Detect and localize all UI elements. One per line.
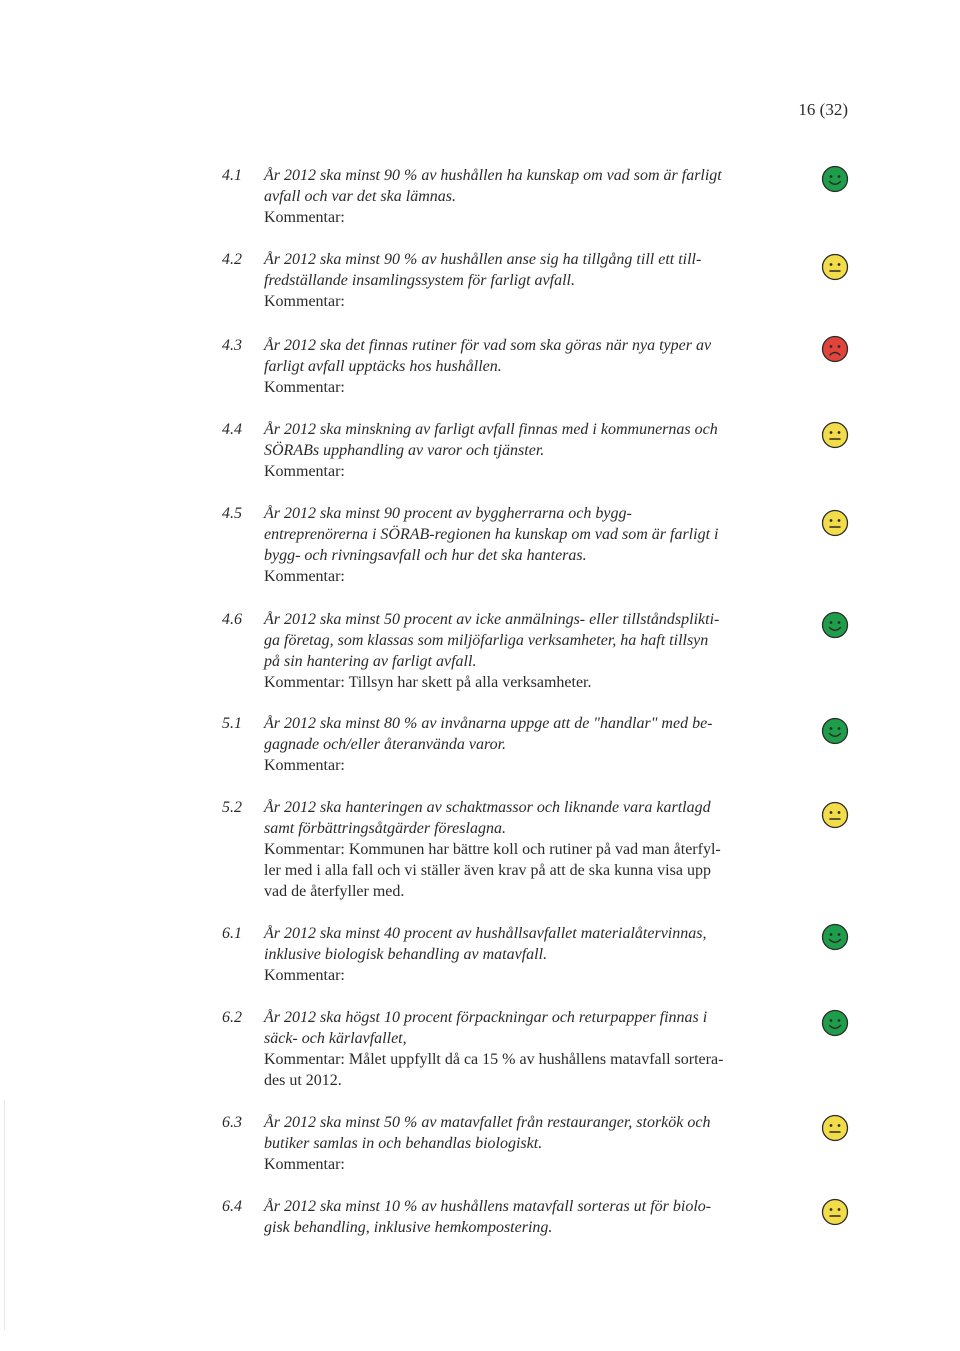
goal-text-line: på sin hantering av farligt avfall. bbox=[264, 653, 477, 670]
goal-body bbox=[264, 1112, 809, 1175]
goal-body bbox=[264, 923, 809, 986]
goal-body bbox=[264, 797, 809, 902]
goal-text-line: säck- och kärlavfallet, bbox=[264, 1030, 407, 1047]
goal-body bbox=[264, 335, 809, 398]
goal-body bbox=[264, 165, 809, 228]
happy-face-icon bbox=[821, 1009, 849, 1037]
goal-text-line: farligt avfall upptäcks hos hushållen. bbox=[264, 358, 502, 375]
goal-number: 4.1 bbox=[222, 167, 242, 184]
goal-number: 6.3 bbox=[222, 1114, 242, 1131]
goal-body bbox=[264, 249, 809, 312]
goal-body bbox=[264, 713, 809, 776]
sad-face-icon bbox=[821, 335, 849, 363]
goal-number: 6.1 bbox=[222, 925, 242, 942]
goal-comment-line: ler med i alla fall och vi ställer även krav på att de ska kunna visa upp bbox=[264, 862, 711, 879]
goal-comment: Kommentar: bbox=[264, 967, 345, 984]
goal-comment: Kommentar: bbox=[264, 379, 345, 396]
goal-text-line: gisk behandling, inklusive hemkompostering. bbox=[264, 1219, 553, 1236]
happy-face-icon bbox=[821, 165, 849, 193]
goal-comment: Kommentar: bbox=[264, 463, 345, 480]
goal-text-line: År 2012 ska minst 50 procent av icke anmälnings- eller tillståndsplikti- bbox=[264, 611, 720, 628]
goal-text-line: avfall och var det ska lämnas. bbox=[264, 188, 456, 205]
goal-text-line: gagnade och/eller återanvända varor. bbox=[264, 736, 507, 753]
goal-text-line: År 2012 ska minst 90 % av hushållen ha kunskap om vad som är farligt bbox=[264, 167, 722, 184]
goal-number: 5.2 bbox=[222, 799, 242, 816]
goal-number: 4.5 bbox=[222, 505, 242, 522]
goal-comment-line: des ut 2012. bbox=[264, 1072, 342, 1089]
goal-text-line: ga företag, som klassas som miljöfarliga verksamheter, ha haft tillsyn bbox=[264, 632, 709, 649]
goal-text-line: År 2012 ska minst 10 % av hushållens matavfall sorteras ut för biolo- bbox=[264, 1198, 712, 1215]
neutral-face-icon bbox=[821, 801, 849, 829]
goal-number: 4.4 bbox=[222, 421, 242, 438]
goal-text-line: År 2012 ska minst 80 % av invånarna uppge att de "handlar" med be- bbox=[264, 715, 713, 732]
goal-text-line: SÖRABs upphandling av varor och tjänster. bbox=[264, 442, 545, 459]
goal-text-line: År 2012 ska minst 90 procent av byggherrarna och bygg- bbox=[264, 505, 632, 522]
goal-comment-line: vad de återfyller med. bbox=[264, 883, 405, 900]
goal-comment: Kommentar: bbox=[264, 209, 345, 226]
happy-face-icon bbox=[821, 611, 849, 639]
goal-text-line: År 2012 ska minst 50 % av matavfallet från restauranger, storkök och bbox=[264, 1114, 711, 1131]
goal-text-line: samt förbättringsåtgärder föreslagna. bbox=[264, 820, 506, 837]
goal-text-line: bygg- och rivningsavfall och hur det ska hanteras. bbox=[264, 547, 587, 564]
goal-number: 4.6 bbox=[222, 611, 242, 628]
goal-comment: Kommentar: Kommunen har bättre koll och rutiner på vad man återfyl- bbox=[264, 841, 721, 858]
page-number: 16 (32) bbox=[798, 100, 848, 119]
goal-text-line: butiker samlas in och behandlas biologiskt. bbox=[264, 1135, 543, 1152]
goal-text-line: fredställande insamlingssystem för farligt avfall. bbox=[264, 272, 575, 289]
goal-text-line: År 2012 ska minst 90 % av hushållen anse sig ha tillgång till ett till- bbox=[264, 251, 702, 268]
goal-comment: Kommentar: bbox=[264, 568, 345, 585]
goal-body bbox=[264, 609, 809, 693]
goal-text-line: inklusive biologisk behandling av matavfall. bbox=[264, 946, 548, 963]
goal-number: 5.1 bbox=[222, 715, 242, 732]
goal-comment: Kommentar: bbox=[264, 1156, 345, 1173]
margin-line bbox=[4, 1100, 5, 1330]
goal-body bbox=[264, 503, 809, 587]
goal-text-line: entreprenörerna i SÖRAB-regionen ha kunskap om vad som är farligt i bbox=[264, 526, 719, 543]
goal-comment: Kommentar: Tillsyn har skett på alla verksamheter. bbox=[264, 674, 592, 691]
goal-text-line: År 2012 ska det finnas rutiner för vad som ska göras när nya typer av bbox=[264, 337, 712, 354]
goal-body bbox=[264, 419, 809, 482]
goal-text-line: År 2012 ska minst 40 procent av hushållsavfallet materialåtervinnas, bbox=[264, 925, 707, 942]
happy-face-icon bbox=[821, 717, 849, 745]
goal-comment: Kommentar: Målet uppfyllt då ca 15 % av hushållens matavfall sortera- bbox=[264, 1051, 724, 1068]
goal-body bbox=[264, 1007, 809, 1091]
neutral-face-icon bbox=[821, 253, 849, 281]
neutral-face-icon bbox=[821, 1114, 849, 1142]
neutral-face-icon bbox=[821, 421, 849, 449]
goal-text-line: År 2012 ska minskning av farligt avfall finnas med i kommunernas och bbox=[264, 421, 718, 438]
goal-body bbox=[264, 1196, 809, 1238]
goal-comment: Kommentar: bbox=[264, 293, 345, 310]
neutral-face-icon bbox=[821, 1198, 849, 1226]
neutral-face-icon bbox=[821, 509, 849, 537]
goal-text-line: År 2012 ska högst 10 procent förpackningar och returpapper finnas i bbox=[264, 1009, 708, 1026]
goal-comment: Kommentar: bbox=[264, 757, 345, 774]
goal-number: 6.4 bbox=[222, 1198, 242, 1215]
goal-number: 6.2 bbox=[222, 1009, 242, 1026]
goal-number: 4.2 bbox=[222, 251, 242, 268]
goal-number: 4.3 bbox=[222, 337, 242, 354]
goal-text-line: År 2012 ska hanteringen av schaktmassor och liknande vara kartlagd bbox=[264, 799, 711, 816]
happy-face-icon bbox=[821, 923, 849, 951]
